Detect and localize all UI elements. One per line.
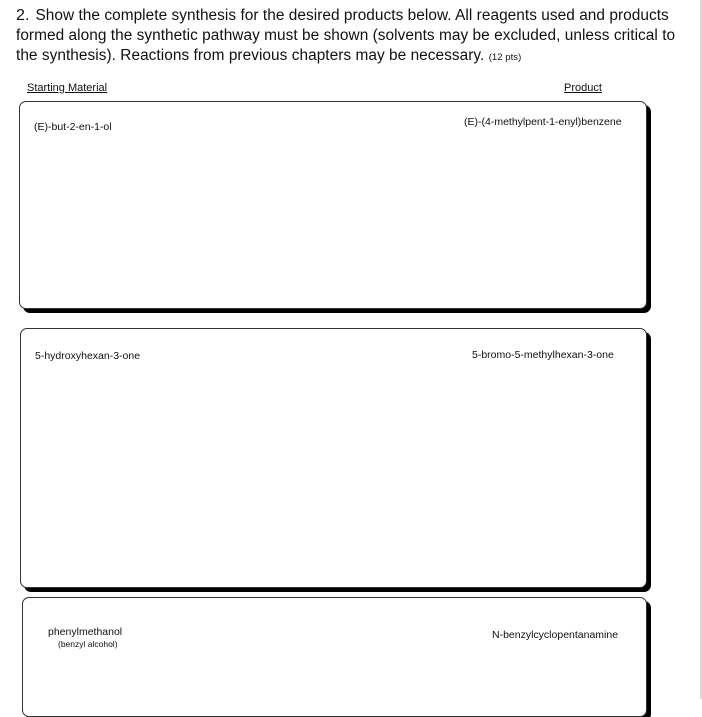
question-text-block [16, 6, 688, 68]
question-instructions: Show the complete synthesis for the desired products below. All reagents used and products formed along the synthetic pathway must be shown (solvents may be excluded, unless critical to the synthesis). Reactions from previous chapters may be necessary. [16, 7, 676, 64]
question-number: 2. [16, 7, 30, 24]
product-label-1: (E)-(4-methylpent-1-enyl)benzene [464, 116, 622, 128]
product-label-2: 5-bromo-5-methylhexan-3-one [472, 349, 614, 361]
question-points: (12 pts) [488, 52, 522, 63]
starting-material-label-2: 5-hydroxyhexan-3-one [35, 350, 141, 362]
starting-material-common-name-3: (benzyl alcohol) [58, 639, 118, 649]
synthesis-answer-box-2[interactable] [20, 328, 647, 588]
synthesis-answer-box-3[interactable] [22, 597, 647, 717]
product-column-label: Product [564, 82, 602, 94]
synthesis-answer-box-1[interactable] [19, 101, 647, 309]
starting-material-label-3: phenylmethanol [48, 626, 123, 638]
starting-material-column-label: Starting Material [27, 82, 108, 94]
starting-material-label-1: (E)-but-2-en-1-ol [34, 121, 112, 133]
product-label-3: N-benzylcyclopentanamine [492, 629, 619, 641]
